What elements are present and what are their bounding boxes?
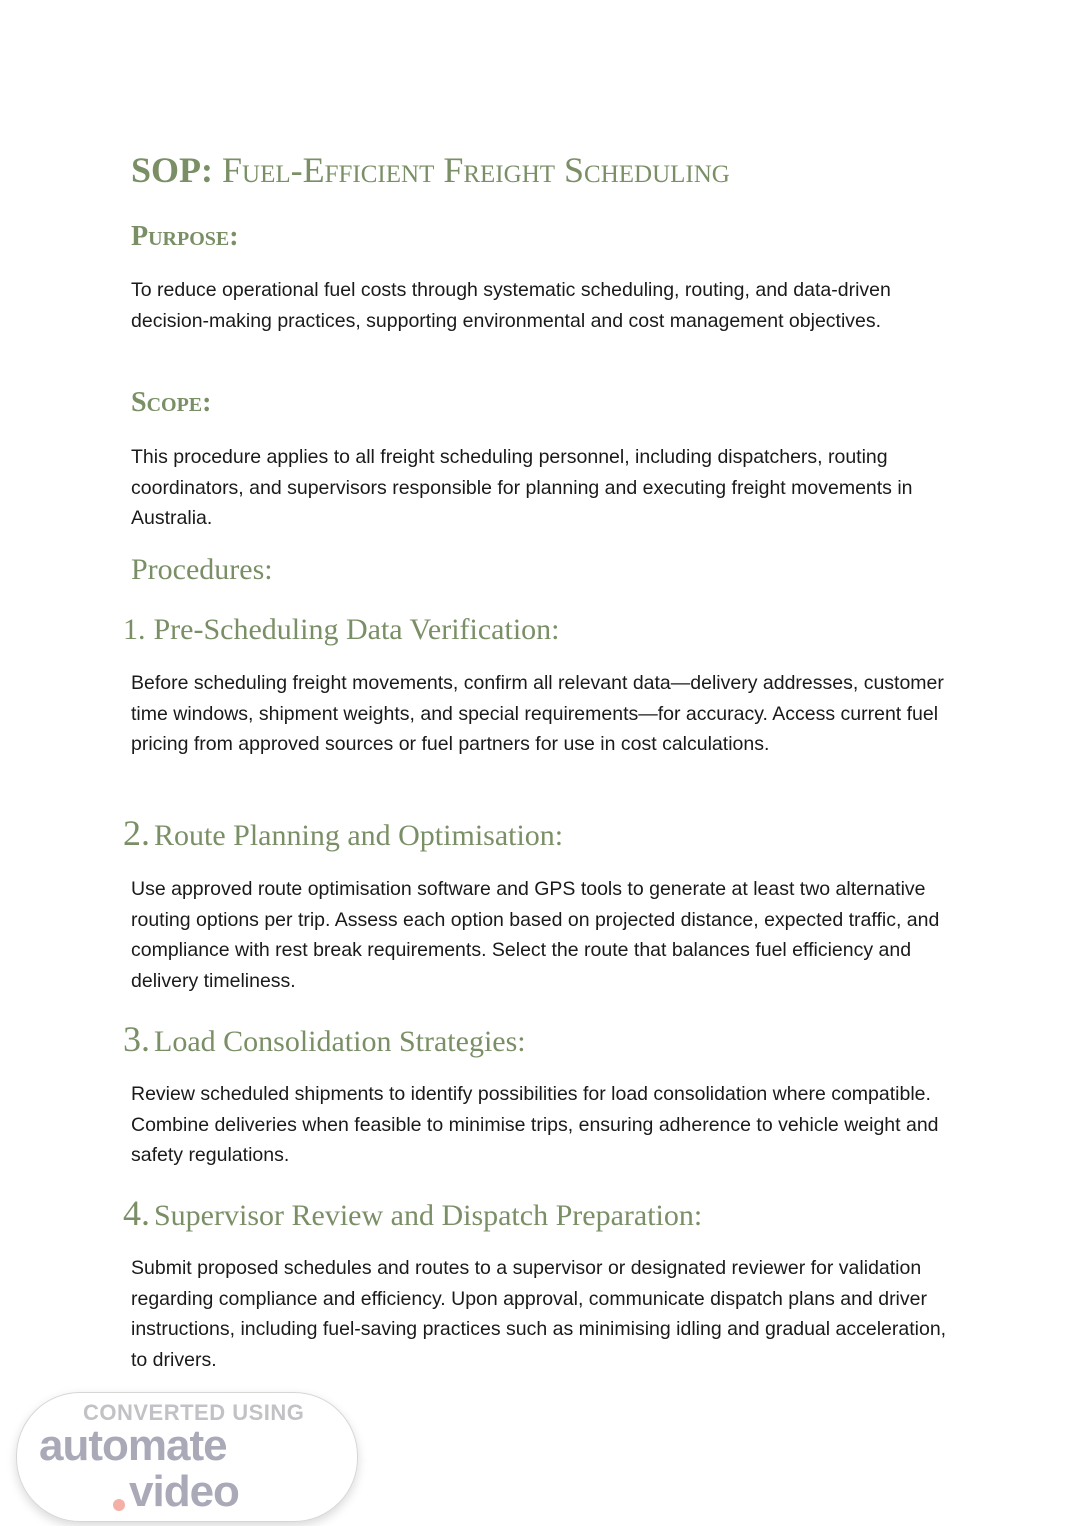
step-4-number: 4. (123, 1193, 150, 1233)
step-1-heading (123, 610, 560, 650)
document-title (131, 148, 730, 192)
step-4-body: Submit proposed schedules and routes to a supervisor or designated reviewer for validation regarding compliance and efficiency. Upon approval, communicate dispatch plans and driver instructions, including fuel-saving practices such as minimising idling and gradual acceleration, to drivers. (131, 1257, 947, 1371)
scope-heading: Scope: (131, 387, 212, 418)
step-1-body: Before scheduling freight movements, confirm all relevant data—delivery addresses, customer time windows, shipment weights, and special requirements—for accuracy. Access current fuel pricing from approved sources or fuel partners for use in cost calculations. (131, 672, 944, 756)
step-2-heading (123, 813, 563, 856)
purpose-heading: Purpose: (131, 221, 239, 252)
step-3-body: Review scheduled shipments to identify possibilities for load consolidation where compatible. Combine deliveries when feasible to minimise trips, ensuring adherence to vehicle weight and safety regulations. (131, 1083, 939, 1167)
step-1-number: 1. (123, 613, 146, 646)
title-main: Fuel-Efficient Freight Scheduling (222, 150, 730, 190)
step-2-number: 2. (123, 813, 150, 853)
step-2-body: Use approved route optimisation software and GPS tools to generate at least two alternative routing options per trip. Assess each option based on projected distance, expected traffic, and compliance with rest break requirements. Select the route that balances fuel efficiency and delivery timeliness. (131, 878, 940, 992)
step-3-number: 3. (123, 1019, 150, 1059)
watermark-brand-line2: video (129, 1467, 239, 1516)
step-4-heading (123, 1193, 702, 1236)
purpose-body: To reduce operational fuel costs through systematic scheduling, routing, and data-driven decision-making practices, supporting environmental and cost management objectives. (131, 279, 891, 332)
procedures-heading: Procedures: (131, 553, 273, 586)
step-4-title: Supervisor Review and Dispatch Preparation: (154, 1199, 703, 1232)
watermark-dot-icon (113, 1499, 125, 1511)
watermark-badge (16, 1392, 358, 1522)
scope-body: This procedure applies to all freight scheduling personnel, including dispatchers, routing coordinators, and supervisors responsible for planning and executing freight movements in Australia. (131, 446, 913, 530)
watermark-caption: CONVERTED USING (83, 1400, 305, 1425)
step-3-heading (123, 1019, 526, 1062)
title-prefix: SOP: (131, 150, 214, 190)
watermark-brand-line1: automate (39, 1421, 227, 1470)
step-3-title: Load Consolidation Strategies: (154, 1025, 526, 1058)
step-1-title: Pre-Scheduling Data Verification: (153, 613, 560, 646)
step-2-title: Route Planning and Optimisation: (154, 819, 564, 852)
